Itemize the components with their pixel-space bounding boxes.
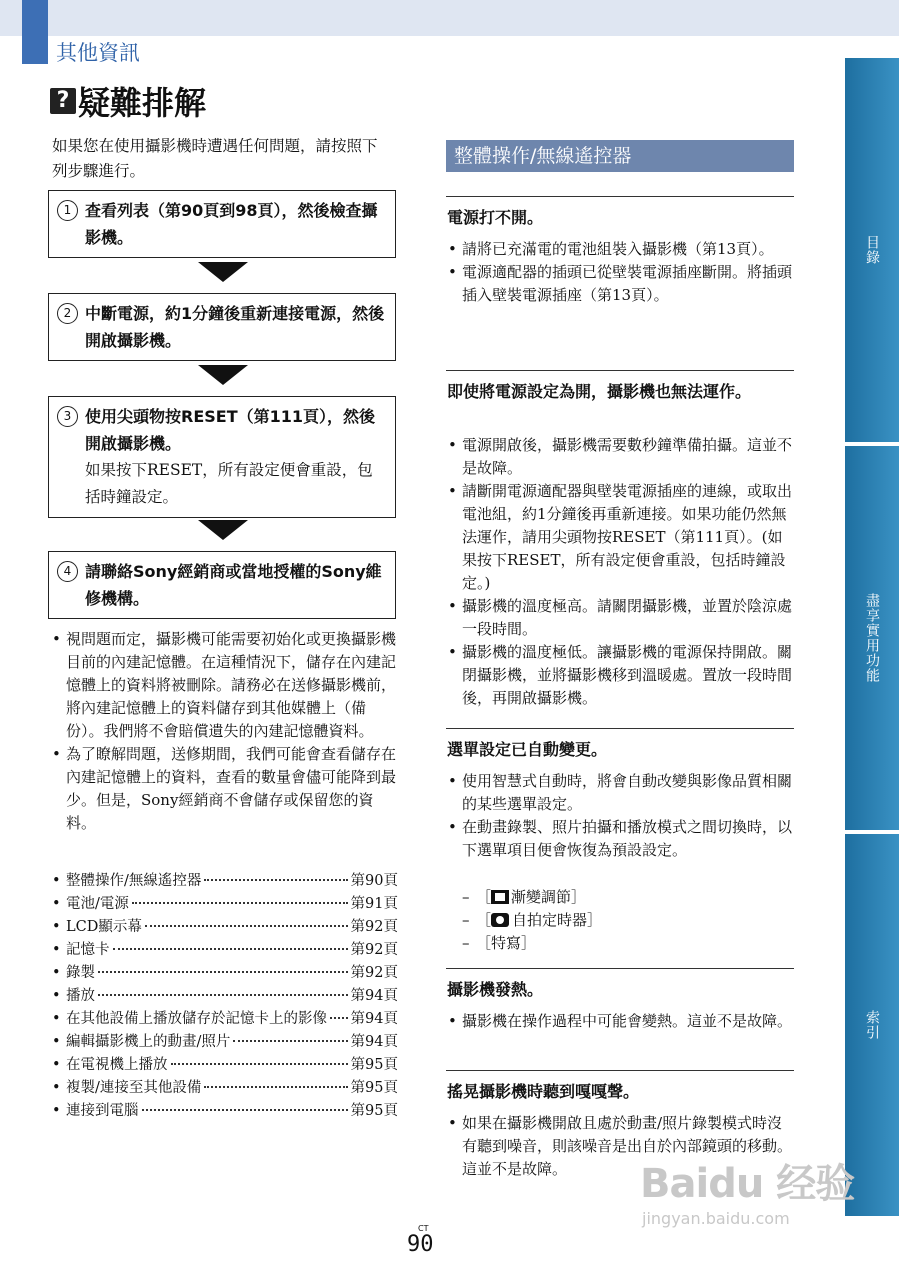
list-item: • 電源開啟後，攝影機需要數秒鐘準備拍攝。這並不是故障。 (448, 434, 792, 480)
step-2 (48, 293, 396, 361)
toc-list (52, 870, 398, 1123)
toc-item[interactable] (52, 1054, 398, 1077)
list-item: – ［特寫］ (462, 932, 782, 955)
movie-icon (491, 890, 509, 904)
top-band (0, 0, 899, 36)
page-number: 90 (407, 1232, 434, 1257)
toc-label: • 整體操作/無線遙控器 (66, 873, 202, 889)
toc-item[interactable] (52, 939, 398, 962)
toc-item[interactable] (52, 916, 398, 939)
list-item: • 攝影機的溫度極高。請關閉攝影機，並置於陰涼處一段時間。 (448, 595, 792, 641)
answer-list (448, 1010, 792, 1033)
watermark-url: jingyan.baidu.com (642, 1209, 790, 1228)
toc-label: • 錄製 (66, 965, 95, 981)
step-number: 4 (57, 561, 78, 582)
toc-page: 第92頁 (350, 919, 398, 935)
toc-label: • 播放 (66, 988, 95, 1004)
question-heading: 即使將電源設定為開，攝影機也無法運作。 (447, 382, 752, 401)
list-item: • 請斷開電源適配器與壁裝電源插座的連線，或取出電池組，約1分鐘後再重新連接。如果功能仍然無法運作，請用尖頭物按RESET（第111頁）。(如果按下RESET，所有設定便會重設，包括時鐘設定。) (448, 480, 792, 595)
toc-item[interactable] (52, 1100, 398, 1123)
list-item: • 為了瞭解問題，送修期間，我們可能會查看儲存在內建記憶體上的資料，查看的數量會儘可能降到最少。但是，Sony經銷商不會儲存或保留您的資料。 (52, 743, 396, 835)
question-heading: 搖晃攝影機時聽到嘎嘎聲。 (447, 1082, 640, 1101)
divider (446, 1070, 794, 1071)
list-item: • 如果在攝影機開啟且處於動畫/照片錄製模式時沒有聽到噪音，則該噪音是出自於內部鏡頭的移動。這並不是故障。 (448, 1112, 792, 1181)
list-item: • 電源適配器的插頭已從壁裝電源插座斷開。將插頭插入壁裝電源插座（第13頁）。 (448, 261, 792, 307)
right-section-heading: 整體操作/無線遙控器 (446, 140, 794, 172)
step-text: 中斷電源，約1分鐘後重新連接電源，然後開啟攝影機。 (85, 304, 385, 350)
toc-label: • 記憶卡 (66, 942, 110, 958)
divider (446, 370, 794, 371)
page-title (50, 78, 206, 124)
toc-page: 第94頁 (350, 1034, 398, 1050)
toc-page: 第91頁 (350, 896, 398, 912)
toc-label: • 在其他設備上播放儲存於記憶卡上的影像 (66, 1011, 327, 1027)
intro-text: 如果您在使用攝影機時遭遇任何問題，請按照下列步驟進行。 (52, 137, 378, 180)
answer-list (448, 434, 792, 710)
list-item: • 視問題而定，攝影機可能需要初始化或更換攝影機目前的內建記憶體。在這種情況下，儲存在內建記憶體上的資料將被刪除。請務必在送修攝影機前，將內建記憶體上的資料儲存到其他媒體上（備份）。我們將不會賠償遺失的內建記憶體資料。 (52, 628, 396, 743)
camera-icon (491, 913, 509, 927)
toc-page: 第92頁 (350, 965, 398, 981)
list-item: • 在動畫錄製、照片拍攝和播放模式之間切換時，以下選單項目便會恢復為預設設定。 (448, 816, 792, 862)
divider (446, 968, 794, 969)
toc-page: 第94頁 (350, 988, 398, 1004)
step-note: 如果按下RESET，所有設定便會重設，包括時鐘設定。 (85, 461, 373, 506)
watermark (640, 1152, 854, 1228)
toc-item[interactable] (52, 870, 398, 893)
toc-label: • 連接到電腦 (66, 1103, 139, 1119)
toc-label: • 編輯攝影機上的動畫/照片 (66, 1034, 231, 1050)
toc-page: 第92頁 (350, 942, 398, 958)
toc-item[interactable] (52, 962, 398, 985)
page-locale: CT (418, 1224, 429, 1233)
step-text: 查看列表（第90頁到98頁），然後檢查攝影機。 (85, 201, 378, 247)
list-item: – ［ 漸變調節］ (462, 886, 782, 909)
answer-list (448, 238, 792, 307)
section-marker (22, 0, 48, 64)
tab-contents[interactable]: 目錄 (845, 58, 899, 442)
step-3 (48, 396, 396, 518)
toc-page: 第95頁 (350, 1103, 398, 1119)
down-arrow-icon (198, 365, 248, 385)
toc-page: 第95頁 (350, 1080, 398, 1096)
list-item: • 請將已充滿電的電池組裝入攝影機（第13頁）。 (448, 238, 792, 261)
toc-page: 第95頁 (350, 1057, 398, 1073)
toc-label: • 複製/連接至其他設備 (66, 1080, 202, 1096)
toc-page: 第94頁 (350, 1011, 398, 1027)
list-item: • 使用智慧式自動時，將會自動改變與影像品質相關的某些選單設定。 (448, 770, 792, 816)
step-1 (48, 190, 396, 258)
toc-item[interactable] (52, 1008, 398, 1031)
reset-items-list (462, 886, 782, 955)
step-4 (48, 551, 396, 619)
down-arrow-icon (198, 262, 248, 282)
answer-list (448, 770, 792, 862)
list-item: • 攝影機在操作過程中可能會變熱。這並不是故障。 (448, 1010, 792, 1033)
list-item: • 攝影機的溫度極低。讓攝影機的電源保持開啟。關閉攝影機，並將攝影機移到溫暖處。置放一段時間後，再開啟攝影機。 (448, 641, 792, 710)
toc-label: • LCD顯示幕 (66, 919, 142, 935)
step-number: 3 (57, 406, 78, 427)
toc-page: 第90頁 (350, 873, 398, 889)
tab-useful-functions[interactable]: 盡享實用功能 (845, 446, 899, 830)
step-text: 使用尖頭物按RESET（第111頁），然後開啟攝影機。 (85, 407, 376, 453)
toc-label: • 在電視機上播放 (66, 1057, 168, 1073)
divider (446, 728, 794, 729)
toc-item[interactable] (52, 1031, 398, 1054)
step-number: 2 (57, 303, 78, 324)
toc-item[interactable] (52, 985, 398, 1008)
toc-label: • 電池/電源 (66, 896, 129, 912)
question-heading: 電源打不開。 (447, 208, 544, 227)
step-number: 1 (57, 200, 78, 221)
left-bullet-list (52, 628, 396, 835)
down-arrow-icon (198, 520, 248, 540)
page-title-text: 疑難排解 (78, 84, 207, 122)
toc-item[interactable] (52, 893, 398, 916)
tab-index[interactable]: 索引 (845, 834, 899, 1216)
question-icon: ? (50, 88, 76, 114)
step-text: 請聯絡Sony經銷商或當地授權的Sony維修機構。 (85, 562, 382, 608)
question-heading: 攝影機發熱。 (447, 980, 544, 999)
watermark-logo: Baidu 经验 (640, 1161, 855, 1207)
section-title: 其他資訊 (56, 41, 140, 65)
question-heading: 選單設定已自動變更。 (447, 740, 608, 759)
toc-item[interactable] (52, 1077, 398, 1100)
list-item: – ［ 自拍定時器］ (462, 909, 782, 932)
divider (446, 196, 794, 197)
